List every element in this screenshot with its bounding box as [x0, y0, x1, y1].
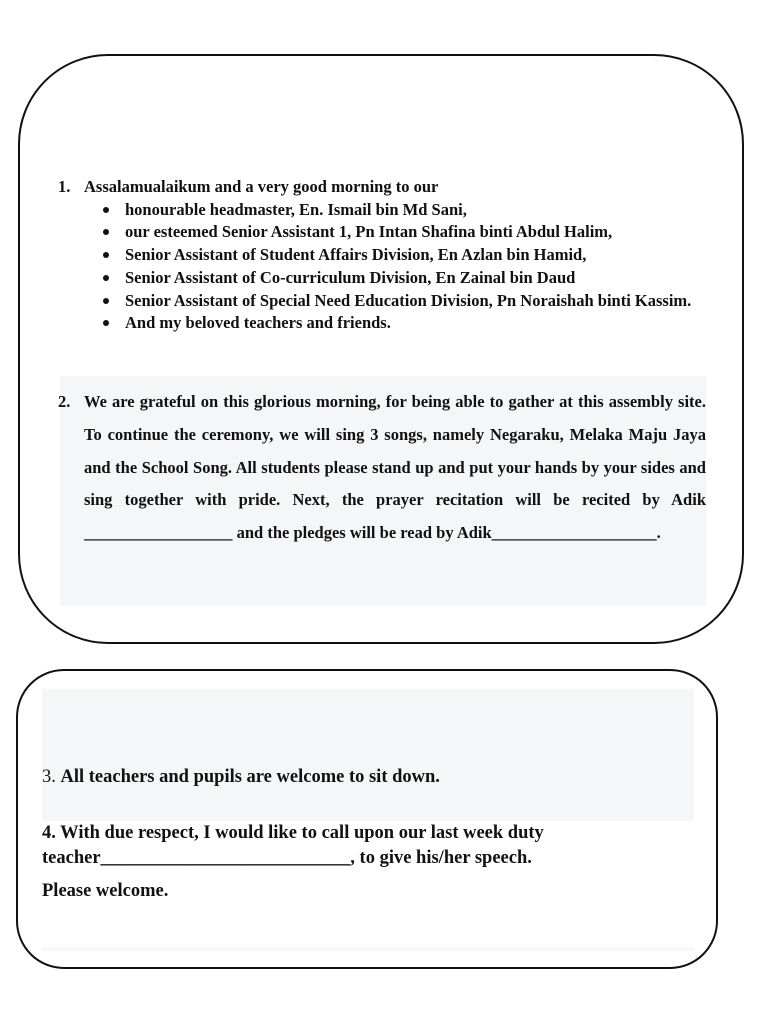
list-item: honourable headmaster, En. Ismail bin Md Sani,	[125, 199, 706, 222]
list-item: Senior Assistant of Student Affairs Division, En Azlan bin Hamid,	[125, 244, 706, 267]
speech-card-top	[18, 54, 744, 644]
sit-down-line	[42, 765, 440, 789]
divider	[42, 947, 694, 951]
list-item: Senior Assistant of Co-curriculum Division, En Zainal bin Daud	[125, 267, 706, 290]
ceremony-paragraph	[58, 386, 706, 550]
greeting-lead	[58, 176, 706, 199]
list-item: Senior Assistant of Special Need Education Division, Pn Noraishah binti Kassim.	[125, 290, 706, 313]
item-number: 3.	[42, 767, 56, 787]
duty-teacher-line: 4. With due respect, I would like to call upon our last week duty teacher___________________________, to give his/her speech.	[42, 823, 544, 868]
item-number: 1.	[58, 177, 71, 196]
ceremony-text: We are grateful on this glorious morning, for being able to gather at this assembly site. To continue the ceremony, we will sing 3 songs, namely Negaraku, Melaka Maju Jaya and the School Song. All students please stand up and put your hands by your sides and sing together with pride. Next, the prayer recitation will be recited by Adik __________________ and the pledges will be read by Adik____________________.	[84, 392, 706, 543]
list-item: our esteemed Senior Assistant 1, Pn Intan Shafina binti Abdul Halim,	[125, 221, 706, 244]
sit-down-text: All teachers and pupils are welcome to sit down.	[60, 767, 440, 787]
closing-line: Please welcome.	[42, 881, 169, 901]
highlight-band	[42, 689, 694, 821]
greeting-intro: Assalamualaikum and a very good morning to our	[84, 177, 439, 196]
list-item: And my beloved teachers and friends.	[125, 312, 706, 335]
item-number: 2.	[58, 392, 71, 411]
greeting-list	[58, 199, 706, 335]
speech-card-bottom	[16, 669, 718, 969]
greeting-item	[58, 176, 706, 335]
